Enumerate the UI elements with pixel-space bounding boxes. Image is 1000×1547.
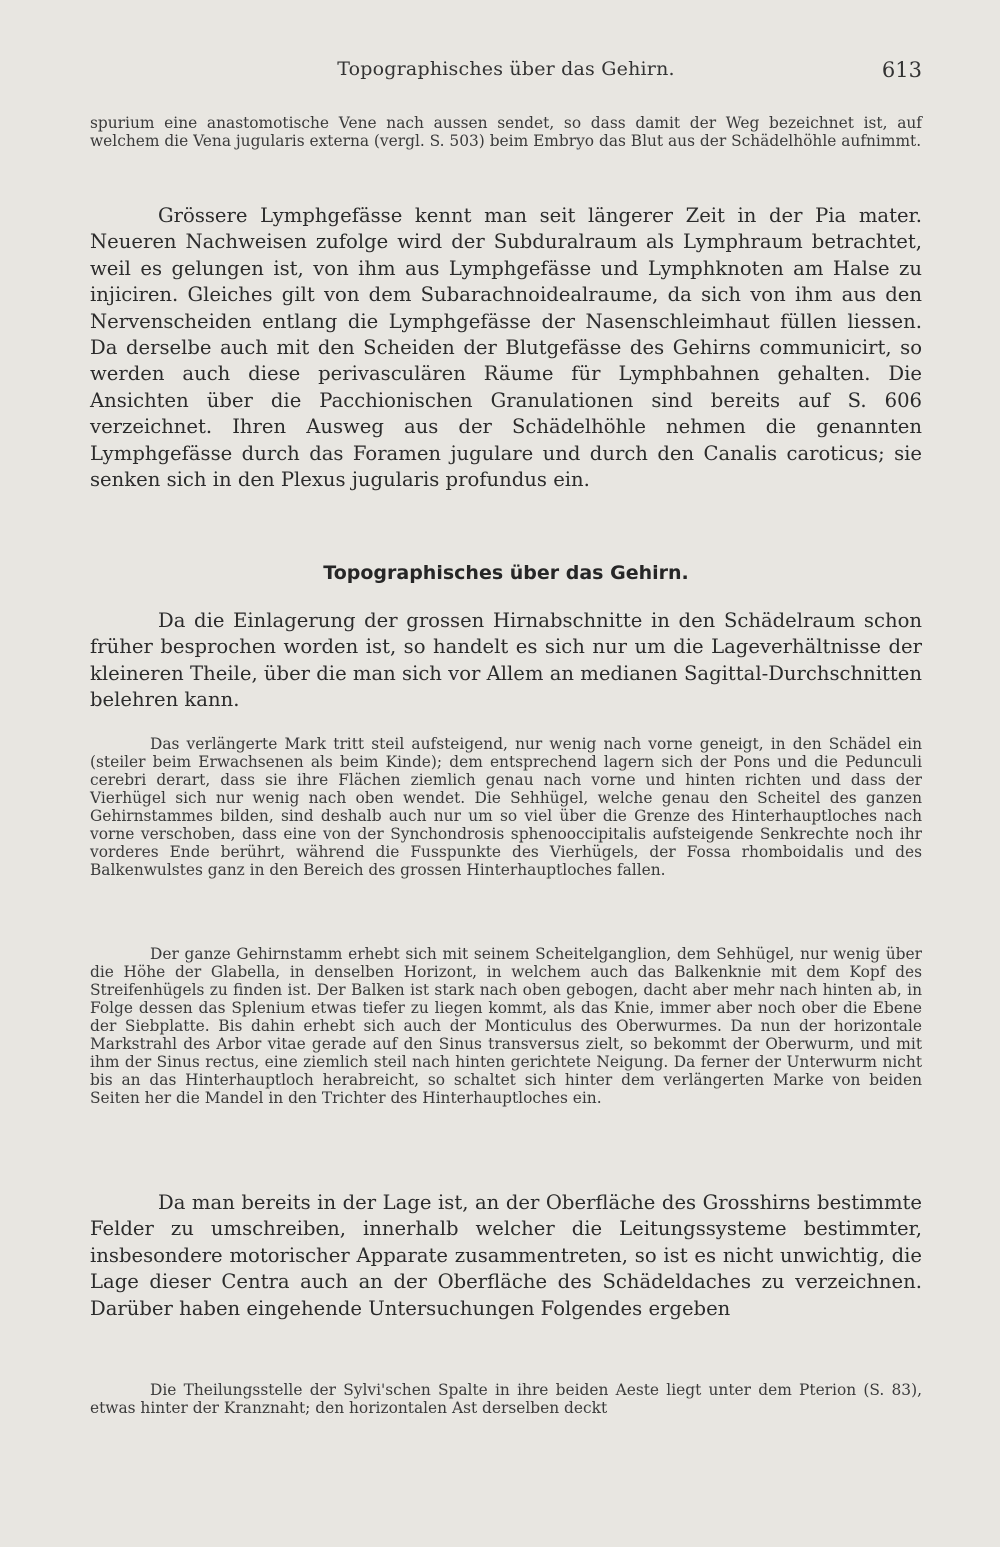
paragraph-text: spurium eine anastomotische Vene nach aussen sendet, so dass damit der Weg bezeichnet ist, auf welchem die Vena jugularis externa (vergl. S. 503) beim Embryo das Blut aus der Schädelhöhle aufnimmt.: [90, 114, 922, 150]
paragraph-continuation: [90, 114, 922, 150]
paragraph-intro: [90, 608, 922, 714]
paragraph-text: Der ganze Gehirnstamm erhebt sich mit seinem Scheitelganglion, dem Sehhügel, nur wenig über die Höhe der Glabella, in denselben Horizont, in welchem auch das Balkenknie mit dem Kopf des Streifenhügels zu finden ist. Der Balken ist stark nach oben gebogen, dacht aber mehr nach hinten ab, in Folge dessen das Splenium etwas tiefer zu liegen kommt, als das Knie, immer aber noch ober die Ebene der Siebplatte. Bis dahin erhebt sich auch der Monticulus des Oberwurmes. Da nun der horizontale Markstrahl des Arbor vitae gerade auf den Sinus transversus zielt, so bekommt der Oberwurm, und mit ihm der Sinus rectus, eine ziemlich steil nach hinten gerichtete Neigung. Da ferner der Unterwurm nicht bis an das Hinterhauptloch herabreicht, so schaltet sich hinter dem verlängerten Marke von beiden Seiten her die Mandel in den Trichter des Hinterhauptloches ein.: [90, 945, 922, 1107]
paragraph-sylvi: [90, 1381, 922, 1417]
paragraph-text: Das verlängerte Mark tritt steil aufsteigend, nur wenig nach vorne geneigt, in den Schädel ein (steiler beim Erwachsenen als beim Kinde); dem entsprechend lagern sich der Pons und die Pedunculi cerebri derart, dass sie ihre Flächen ziemlich genau nach vorne und hinten richten und dass der Vierhügel sich nur wenig nach oben wendet. Die Sehhügel, welche genau den Scheitel des ganzen Gehirnstammes bilden, sind deshalb auch nur um so viel über die Grenze des Hinterhauptloches nach vorne verschoben, dass eine von der Synchondrosis sphenooccipitalis aufsteigende Senkrechte noch ihr vorderes Ende berührt, während die Fusspunkte des Vierhügels, der Fossa rhomboidalis und des Balkenwulstes ganz in den Bereich des grossen Hinterhauptloches fallen.: [90, 735, 922, 879]
paragraph-lymphgefaesse: [90, 203, 922, 493]
paragraph-text: Die Theilungsstelle der Sylvi'schen Spalte in ihre beiden Aeste liegt unter dem Pterion (S. 83), etwas hinter der Kranznaht; den horizontalen Ast derselben deckt: [90, 1381, 922, 1417]
running-head: [90, 58, 922, 88]
paragraph-text: Da man bereits in der Lage ist, an der Oberfläche des Grosshirns bestimmte Felder zu umschreiben, innerhalb welcher die Leitungssysteme bestimmter, insbesondere motorischer Apparate zusammentreten, so ist es nicht unwichtig, die Lage dieser Centra auch an der Oberfläche des Schädeldaches zu verzeichnen. Darüber haben eingehende Untersuchungen Folgendes ergeben: [90, 1191, 922, 1320]
paragraph-text: Grössere Lymphgefässe kennt man seit längerer Zeit in der Pia mater. Neueren Nachweisen zufolge wird der Subduralraum als Lymphraum betrachtet, weil es gelungen ist, von ihm aus Lymphgefässe und Lymphknoten am Halse zu injiciren. Gleiches gilt von dem Subarachnoidealraume, da sich von ihm aus den Nervenscheiden entlang die Lymphgefässe der Nasenschleimhaut füllen liessen. Da derselbe auch mit den Scheiden der Blutgefässe des Gehirns communicirt, so werden auch diese perivasculären Räume für Lymphbahnen gehalten. Die Ansichten über die Pacchionischen Granulationen sind bereits auf S. 606 verzeichnet. Ihren Ausweg aus der Schädelhöhle nehmen die genannten Lymphgefässe durch das Foramen jugulare und durch den Canalis caroticus; sie senken sich in den Plexus jugularis profundus ein.: [90, 204, 922, 492]
paragraph-gehirnstamm: [90, 945, 922, 1107]
section-heading: Topographisches über das Gehirn.: [323, 562, 689, 584]
paragraph-centra: [90, 1190, 922, 1322]
paragraph-mark: [90, 735, 922, 879]
page-number: 613: [881, 58, 922, 82]
paragraph-text: Da die Einlagerung der grossen Hirnabschnitte in den Schädelraum schon früher besprochen worden ist, so handelt es sich nur um die Lageverhältnisse der kleineren Theile, über die man sich vor Allem an medianen Sagittal-Durchschnitten belehren kann.: [90, 609, 922, 712]
running-title: Topographisches über das Gehirn.: [337, 58, 675, 80]
